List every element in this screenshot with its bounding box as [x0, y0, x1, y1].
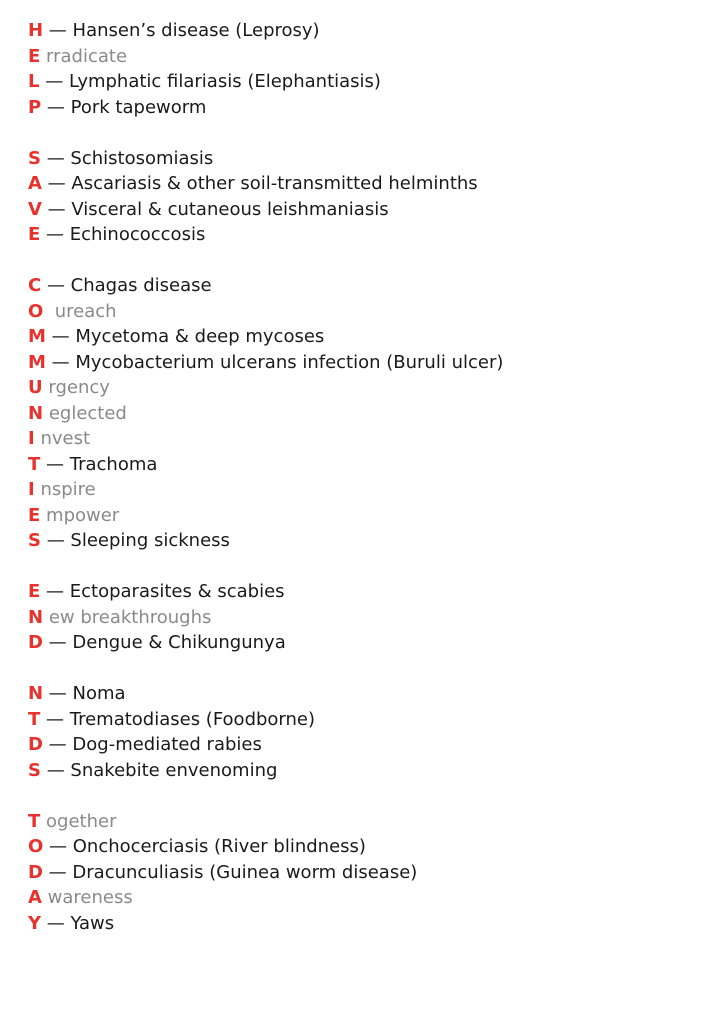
separator: —	[43, 20, 73, 41]
acrostic-letter: E	[28, 45, 41, 67]
disease-line	[28, 95, 708, 121]
separator: —	[45, 351, 76, 373]
acrostic-letter: I	[28, 479, 35, 500]
separator: —	[40, 530, 71, 551]
acrostic-letter: S	[28, 759, 41, 781]
acrostic-letter: N	[28, 402, 44, 424]
word-remainder: wareness	[47, 887, 133, 908]
separator: —	[43, 836, 73, 857]
acrostic-letter: L	[28, 71, 40, 92]
disease-name: Mycetoma & deep mycoses	[75, 326, 325, 347]
disease-name: Dog-mediated rabies	[72, 734, 262, 755]
acrostic-letter: U	[28, 377, 43, 398]
acrostic-group	[28, 273, 708, 554]
separator	[43, 301, 54, 322]
disease-name: Trachoma	[69, 453, 158, 475]
acrostic-group	[28, 579, 708, 656]
acrostic-letter: A	[28, 173, 42, 194]
disease-line	[28, 630, 708, 656]
disease-line	[28, 222, 708, 248]
disease-name: Ascariasis & other soil-transmitted helminths	[71, 173, 478, 194]
acrostic-letter: N	[28, 683, 44, 704]
acrostic-letter: T	[28, 708, 41, 730]
filler-line	[28, 477, 708, 503]
acrostic-group	[28, 146, 708, 248]
filler-line	[28, 426, 708, 452]
filler-line	[28, 299, 708, 325]
disease-name: Noma	[72, 683, 126, 704]
acrostic-letter: M	[28, 326, 46, 347]
acrostic-letter: M	[28, 351, 46, 373]
disease-name: Chagas disease	[70, 275, 212, 296]
acrostic-letter: D	[28, 632, 43, 653]
disease-name: Snakebite envenoming	[70, 759, 278, 781]
separator: —	[40, 453, 70, 475]
filler-line	[28, 401, 708, 427]
disease-name: Lymphatic filariasis (Elephantiasis)	[68, 71, 381, 92]
word-remainder: ureach	[54, 300, 117, 322]
acrostic-letter: O	[28, 836, 44, 857]
disease-line	[28, 146, 708, 172]
acrostic-letter: C	[28, 275, 42, 296]
acrostic-letter: Y	[28, 912, 42, 934]
word-remainder: ogether	[46, 810, 117, 832]
disease-line	[28, 350, 708, 376]
separator: —	[40, 581, 70, 602]
acrostic-letter: T	[28, 453, 41, 475]
filler-line	[28, 885, 708, 911]
disease-line	[28, 171, 708, 197]
disease-name: Schistosomiasis	[70, 147, 214, 169]
acrostic-group	[28, 681, 708, 783]
filler-line	[28, 44, 708, 70]
separator: —	[41, 912, 71, 934]
disease-name: Ectoparasites & scabies	[69, 581, 285, 602]
disease-line	[28, 834, 708, 860]
word-remainder: nvest	[40, 428, 91, 449]
acrostic-letter: D	[28, 861, 43, 883]
disease-line	[28, 452, 708, 478]
separator: —	[40, 147, 71, 169]
disease-name: Echinococcosis	[69, 224, 206, 245]
word-remainder: rradicate	[46, 45, 128, 67]
disease-line	[28, 860, 708, 886]
separator: —	[42, 632, 73, 653]
acrostic-letter: I	[28, 428, 35, 449]
disease-name: Dracunculiasis (Guinea worm disease)	[72, 861, 418, 883]
disease-line	[28, 197, 708, 223]
disease-name: Mycobacterium ulcerans infection (Buruli ulcer)	[75, 351, 504, 373]
separator: —	[41, 275, 71, 296]
acrostic-letter: S	[28, 530, 41, 551]
separator: —	[40, 708, 70, 730]
disease-name: Dengue & Chikungunya	[72, 632, 286, 653]
separator: —	[41, 96, 71, 118]
separator: —	[45, 326, 76, 347]
acrostic-letter: E	[28, 581, 41, 602]
acrostic-letter: E	[28, 224, 41, 245]
disease-line	[28, 18, 708, 44]
disease-line	[28, 579, 708, 605]
filler-line	[28, 809, 708, 835]
disease-name: Visceral & cutaneous leishmaniasis	[71, 198, 389, 220]
filler-line	[28, 605, 708, 631]
separator: —	[39, 71, 69, 92]
disease-line	[28, 69, 708, 95]
filler-line	[28, 375, 708, 401]
acrostic-letter: N	[28, 606, 44, 628]
acrostic-group	[28, 18, 708, 120]
acrostic-letter: D	[28, 734, 43, 755]
separator: —	[42, 861, 73, 883]
filler-line	[28, 503, 708, 529]
acrostic-document	[28, 18, 708, 962]
disease-name: Hansen’s disease (Leprosy)	[72, 20, 320, 41]
disease-name: Yaws	[70, 912, 115, 934]
disease-name: Sleeping sickness	[70, 530, 230, 551]
disease-name: Onchocerciasis (River blindness)	[72, 836, 366, 857]
acrostic-letter: T	[28, 810, 41, 832]
separator: —	[42, 734, 73, 755]
word-remainder: mpower	[46, 504, 120, 526]
disease-line	[28, 324, 708, 350]
acrostic-group	[28, 809, 708, 937]
acrostic-letter: A	[28, 887, 42, 908]
disease-name: Trematodiases (Foodborne)	[69, 708, 316, 730]
disease-line	[28, 273, 708, 299]
disease-line	[28, 707, 708, 733]
word-remainder: nspire	[40, 479, 96, 500]
acrostic-letter: S	[28, 147, 41, 169]
disease-name: Pork tapeworm	[70, 96, 207, 118]
separator: —	[40, 759, 71, 781]
disease-line	[28, 681, 708, 707]
word-remainder: rgency	[48, 377, 110, 398]
acrostic-letter: V	[28, 198, 42, 220]
disease-line	[28, 911, 708, 937]
separator: —	[40, 224, 70, 245]
acrostic-letter: H	[28, 20, 44, 41]
word-remainder: eglected	[48, 402, 127, 424]
separator: —	[41, 198, 72, 220]
acrostic-letter: P	[28, 96, 42, 118]
separator: —	[43, 683, 73, 704]
acrostic-letter: E	[28, 504, 41, 526]
separator: —	[41, 173, 72, 194]
disease-line	[28, 528, 708, 554]
disease-line	[28, 732, 708, 758]
word-remainder: ew breakthroughs	[48, 606, 212, 628]
acrostic-letter: O	[28, 300, 44, 322]
disease-line	[28, 758, 708, 784]
